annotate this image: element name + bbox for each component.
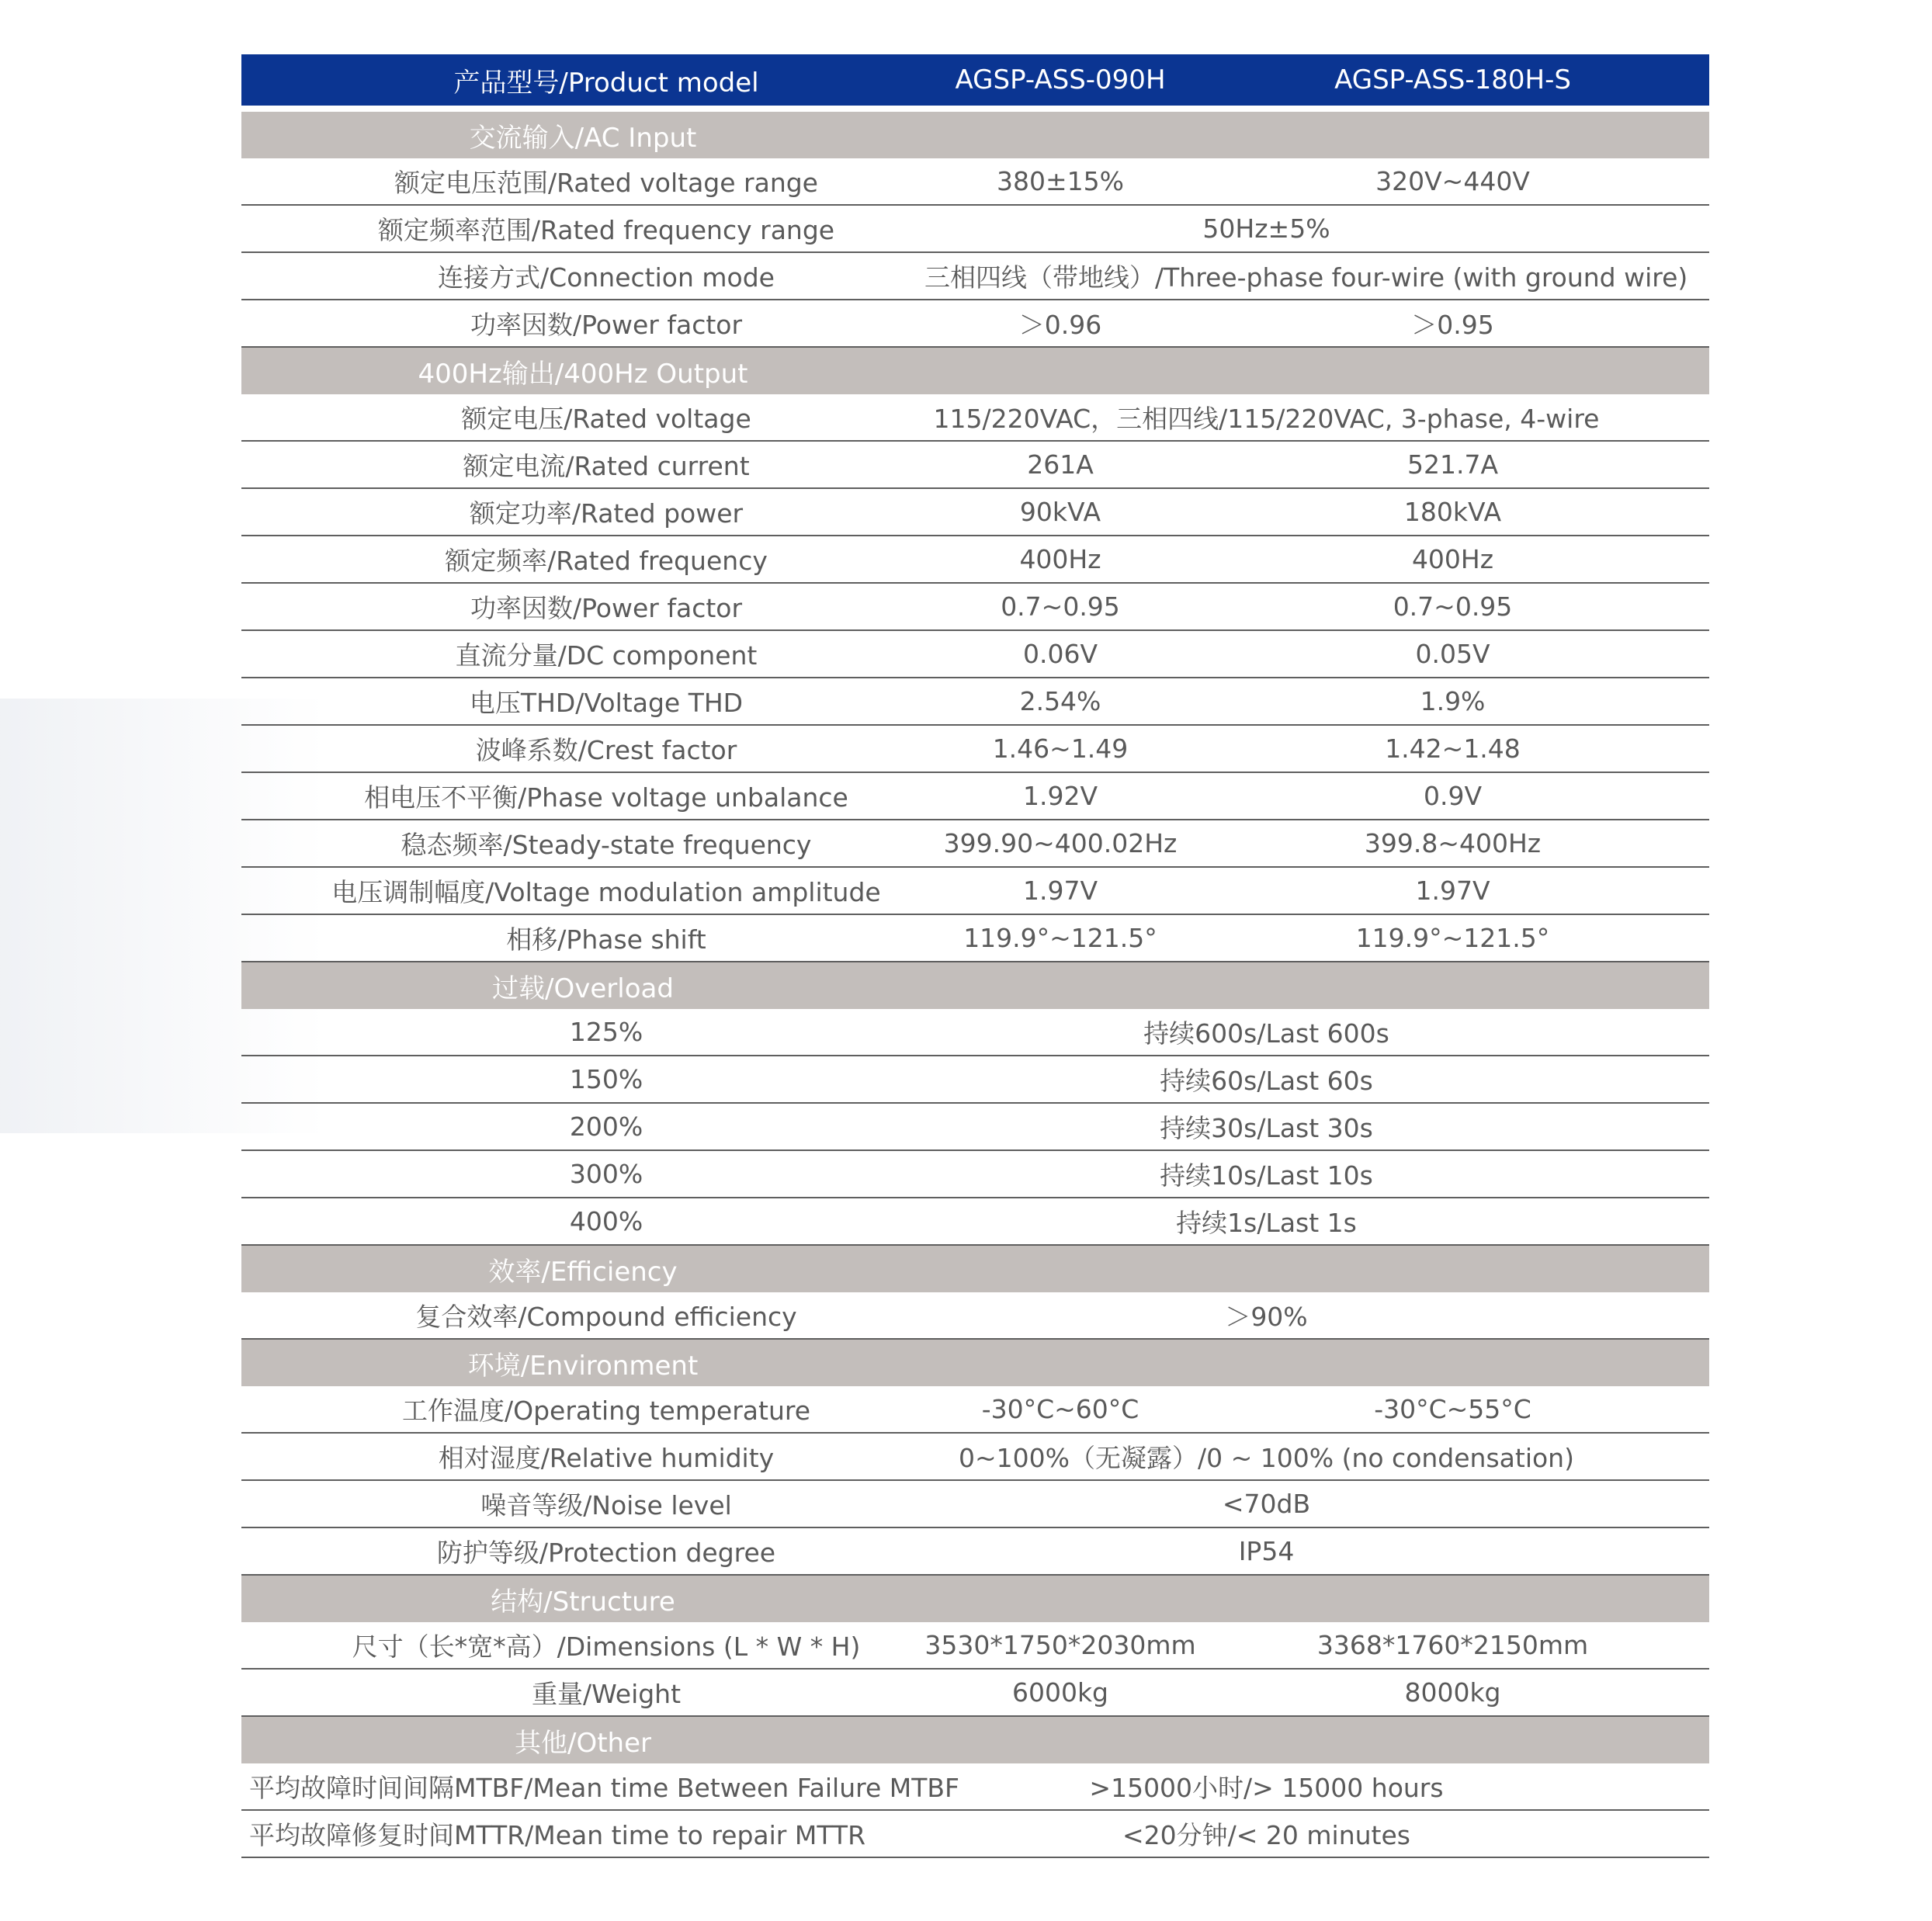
table-row [241, 300, 1709, 348]
section-title: 过载/Overload [492, 973, 674, 1004]
spec-value-090h: 1.97V [1022, 876, 1098, 906]
header-model-090h: AGSP-ASS-090H [955, 64, 1166, 95]
spec-label: 额定功率/Rated power [469, 498, 744, 529]
spec-label: 125% [569, 1017, 643, 1047]
table-row [241, 1198, 1709, 1246]
spec-value-090h: 119.9°~121.5° [963, 923, 1157, 953]
section-header [241, 1340, 1709, 1386]
spec-value-090h: -30°C~60°C [981, 1394, 1139, 1424]
section-header [241, 962, 1709, 1009]
spec-label: 相电压不平衡/Phase voltage unbalance [364, 782, 848, 813]
spec-label: 400% [569, 1206, 643, 1236]
section-title: 其他/Other [515, 1727, 651, 1759]
spec-value-180h-s: 0.9V [1423, 781, 1483, 811]
spec-value-090h: 1.92V [1022, 781, 1098, 811]
spec-label: 200% [569, 1111, 643, 1142]
table-row [241, 1151, 1709, 1198]
spec-label: 直流分量/DC component [455, 640, 758, 671]
spec-value-shared: 三相四线（带地线）/Three-phase four-wire (with ground wire) [924, 262, 1688, 293]
table-row [241, 1670, 1709, 1717]
spec-label: 额定频率范围/Rated frequency range [377, 215, 835, 245]
spec-value-shared: 持续600s/Last 600s [1143, 1018, 1389, 1049]
table-row [241, 1386, 1709, 1434]
spec-value-shared: 持续30s/Last 30s [1160, 1113, 1373, 1143]
spec-label: 电压调制幅度/Voltage modulation amplitude [331, 877, 881, 907]
spec-value-090h: 400Hz [1019, 544, 1101, 574]
spec-value-180h-s: ＞0.95 [1411, 310, 1494, 340]
spec-value-180h-s: 3368*1760*2150mm [1316, 1630, 1589, 1660]
table-row [241, 1528, 1709, 1576]
table-row [241, 206, 1709, 253]
table-row [241, 726, 1709, 773]
spec-label: 额定电压范围/Rated voltage range [394, 168, 818, 198]
spec-label: 工作温度/Operating temperature [401, 1396, 811, 1426]
spec-value-180h-s: 1.42~1.48 [1385, 733, 1521, 764]
table-row [241, 536, 1709, 584]
table-row [241, 253, 1709, 300]
spec-label: 重量/Weight [531, 1679, 682, 1709]
table-row [241, 1434, 1709, 1481]
section-title: 400Hz输出/400Hz Output [418, 358, 748, 390]
spec-label: 复合效率/Compound efficiency [415, 1302, 797, 1332]
section-header [241, 1576, 1709, 1622]
spec-label: 150% [569, 1064, 643, 1094]
section-header [241, 1717, 1709, 1763]
table-row [241, 1104, 1709, 1151]
spec-value-090h: 0.06V [1022, 639, 1098, 669]
spec-label: 相移/Phase shift [506, 924, 706, 955]
table-row [241, 1811, 1709, 1858]
spec-label: 连接方式/Connection mode [438, 262, 775, 293]
spec-value-090h: 380±15% [997, 166, 1124, 196]
spec-value-180h-s: 0.7~0.95 [1393, 591, 1513, 622]
table-row [241, 158, 1709, 206]
table-row [241, 584, 1709, 631]
spec-value-180h-s: 400Hz [1411, 544, 1494, 574]
spec-value-180h-s: 320V~440V [1375, 166, 1530, 196]
spec-label: 波峰系数/Crest factor [475, 735, 737, 765]
spec-value-090h: 399.90~400.02Hz [943, 828, 1178, 858]
spec-value-180h-s: 119.9°~121.5° [1355, 923, 1550, 953]
spec-value-shared: <20分钟/< 20 minutes [1122, 1820, 1410, 1850]
table-row [241, 1763, 1709, 1811]
table-row [241, 442, 1709, 489]
table-row [241, 1292, 1709, 1340]
spec-value-shared: 50Hz±5% [1202, 213, 1330, 244]
table-row [241, 820, 1709, 868]
spec-value-090h: 261A [1027, 449, 1094, 480]
spec-value-shared: ＞90% [1225, 1302, 1308, 1332]
section-title: 环境/Environment [467, 1350, 699, 1382]
spec-value-180h-s: 0.05V [1415, 639, 1490, 669]
spec-value-180h-s: 1.9% [1420, 686, 1486, 716]
section-header [241, 112, 1709, 158]
spec-value-090h: 1.46~1.49 [992, 733, 1129, 764]
table-row [241, 678, 1709, 726]
section-title: 交流输入/AC Input [469, 122, 697, 154]
spec-label: 额定电压/Rated voltage [461, 404, 751, 434]
spec-value-180h-s: 1.97V [1415, 876, 1490, 906]
spec-value-shared: IP54 [1238, 1536, 1295, 1566]
table-row [241, 1481, 1709, 1528]
spec-value-180h-s: 180kVA [1403, 497, 1502, 527]
spec-value-090h: 3530*1750*2030mm [924, 1630, 1196, 1660]
spec-value-shared: 持续10s/Last 10s [1160, 1160, 1373, 1191]
spec-label: 防护等级/Protection degree [436, 1538, 776, 1568]
table-body [241, 112, 1709, 1858]
spec-label: 平均故障修复时间MTTR/Mean time to repair MTTR [249, 1820, 865, 1850]
spec-value-090h: 2.54% [1019, 686, 1101, 716]
table-row [241, 489, 1709, 536]
spec-value-090h: 6000kg [1011, 1677, 1109, 1708]
table-row [241, 631, 1709, 678]
spec-value-shared: 0~100%（无凝露）/0 ~ 100% (no condensation) [959, 1443, 1574, 1473]
spec-label: 尺寸（长*宽*高）/Dimensions (L * W * H) [352, 1631, 861, 1662]
spec-value-180h-s: 8000kg [1404, 1677, 1501, 1708]
section-title: 结构/Structure [491, 1586, 675, 1618]
section-header [241, 348, 1709, 394]
spec-value-shared: 115/220VAC，三相四线/115/220VAC, 3-phase, 4-wire [933, 404, 1600, 434]
spec-value-180h-s: -30°C~55°C [1374, 1394, 1531, 1424]
spec-value-180h-s: 399.8~400Hz [1364, 828, 1542, 858]
table-row [241, 1056, 1709, 1104]
spec-value-180h-s: 521.7A [1407, 449, 1499, 480]
header-product-model: 产品型号/Product model [453, 67, 759, 99]
table-row [241, 773, 1709, 820]
spec-table [241, 54, 1709, 1858]
spec-value-shared: <70dB [1222, 1489, 1311, 1519]
table-row [241, 1009, 1709, 1056]
spec-value-shared: >15000小时/> 15000 hours [1089, 1773, 1444, 1803]
spec-label: 噪音等级/Noise level [480, 1490, 732, 1521]
spec-label: 稳态频率/Steady-state frequency [401, 830, 812, 860]
spec-value-090h: 90kVA [1019, 497, 1101, 527]
spec-value-090h: 0.7~0.95 [1001, 591, 1120, 622]
section-header [241, 1246, 1709, 1292]
table-row [241, 868, 1709, 915]
table-header [241, 54, 1709, 106]
spec-label: 平均故障时间间隔MTBF/Mean time Between Failure MTBF [249, 1773, 960, 1803]
spec-value-shared: 持续1s/Last 1s [1176, 1208, 1357, 1238]
spec-label: 功率因数/Power factor [470, 593, 743, 623]
section-title: 效率/Efficiency [488, 1256, 678, 1288]
spec-label: 额定频率/Rated frequency [445, 546, 768, 576]
spec-label: 相对湿度/Relative humidity [438, 1443, 775, 1473]
spec-label: 额定电流/Rated current [463, 451, 750, 481]
table-row [241, 915, 1709, 962]
spec-label: 300% [569, 1159, 643, 1189]
spec-label: 电压THD/Voltage THD [469, 688, 744, 718]
header-model-180h-s: AGSP-ASS-180H-S [1334, 64, 1571, 95]
table-row [241, 394, 1709, 442]
spec-value-090h: ＞0.96 [1018, 310, 1102, 340]
spec-value-shared: 持续60s/Last 60s [1160, 1066, 1373, 1096]
table-row [241, 1622, 1709, 1670]
spec-label: 功率因数/Power factor [470, 310, 743, 340]
